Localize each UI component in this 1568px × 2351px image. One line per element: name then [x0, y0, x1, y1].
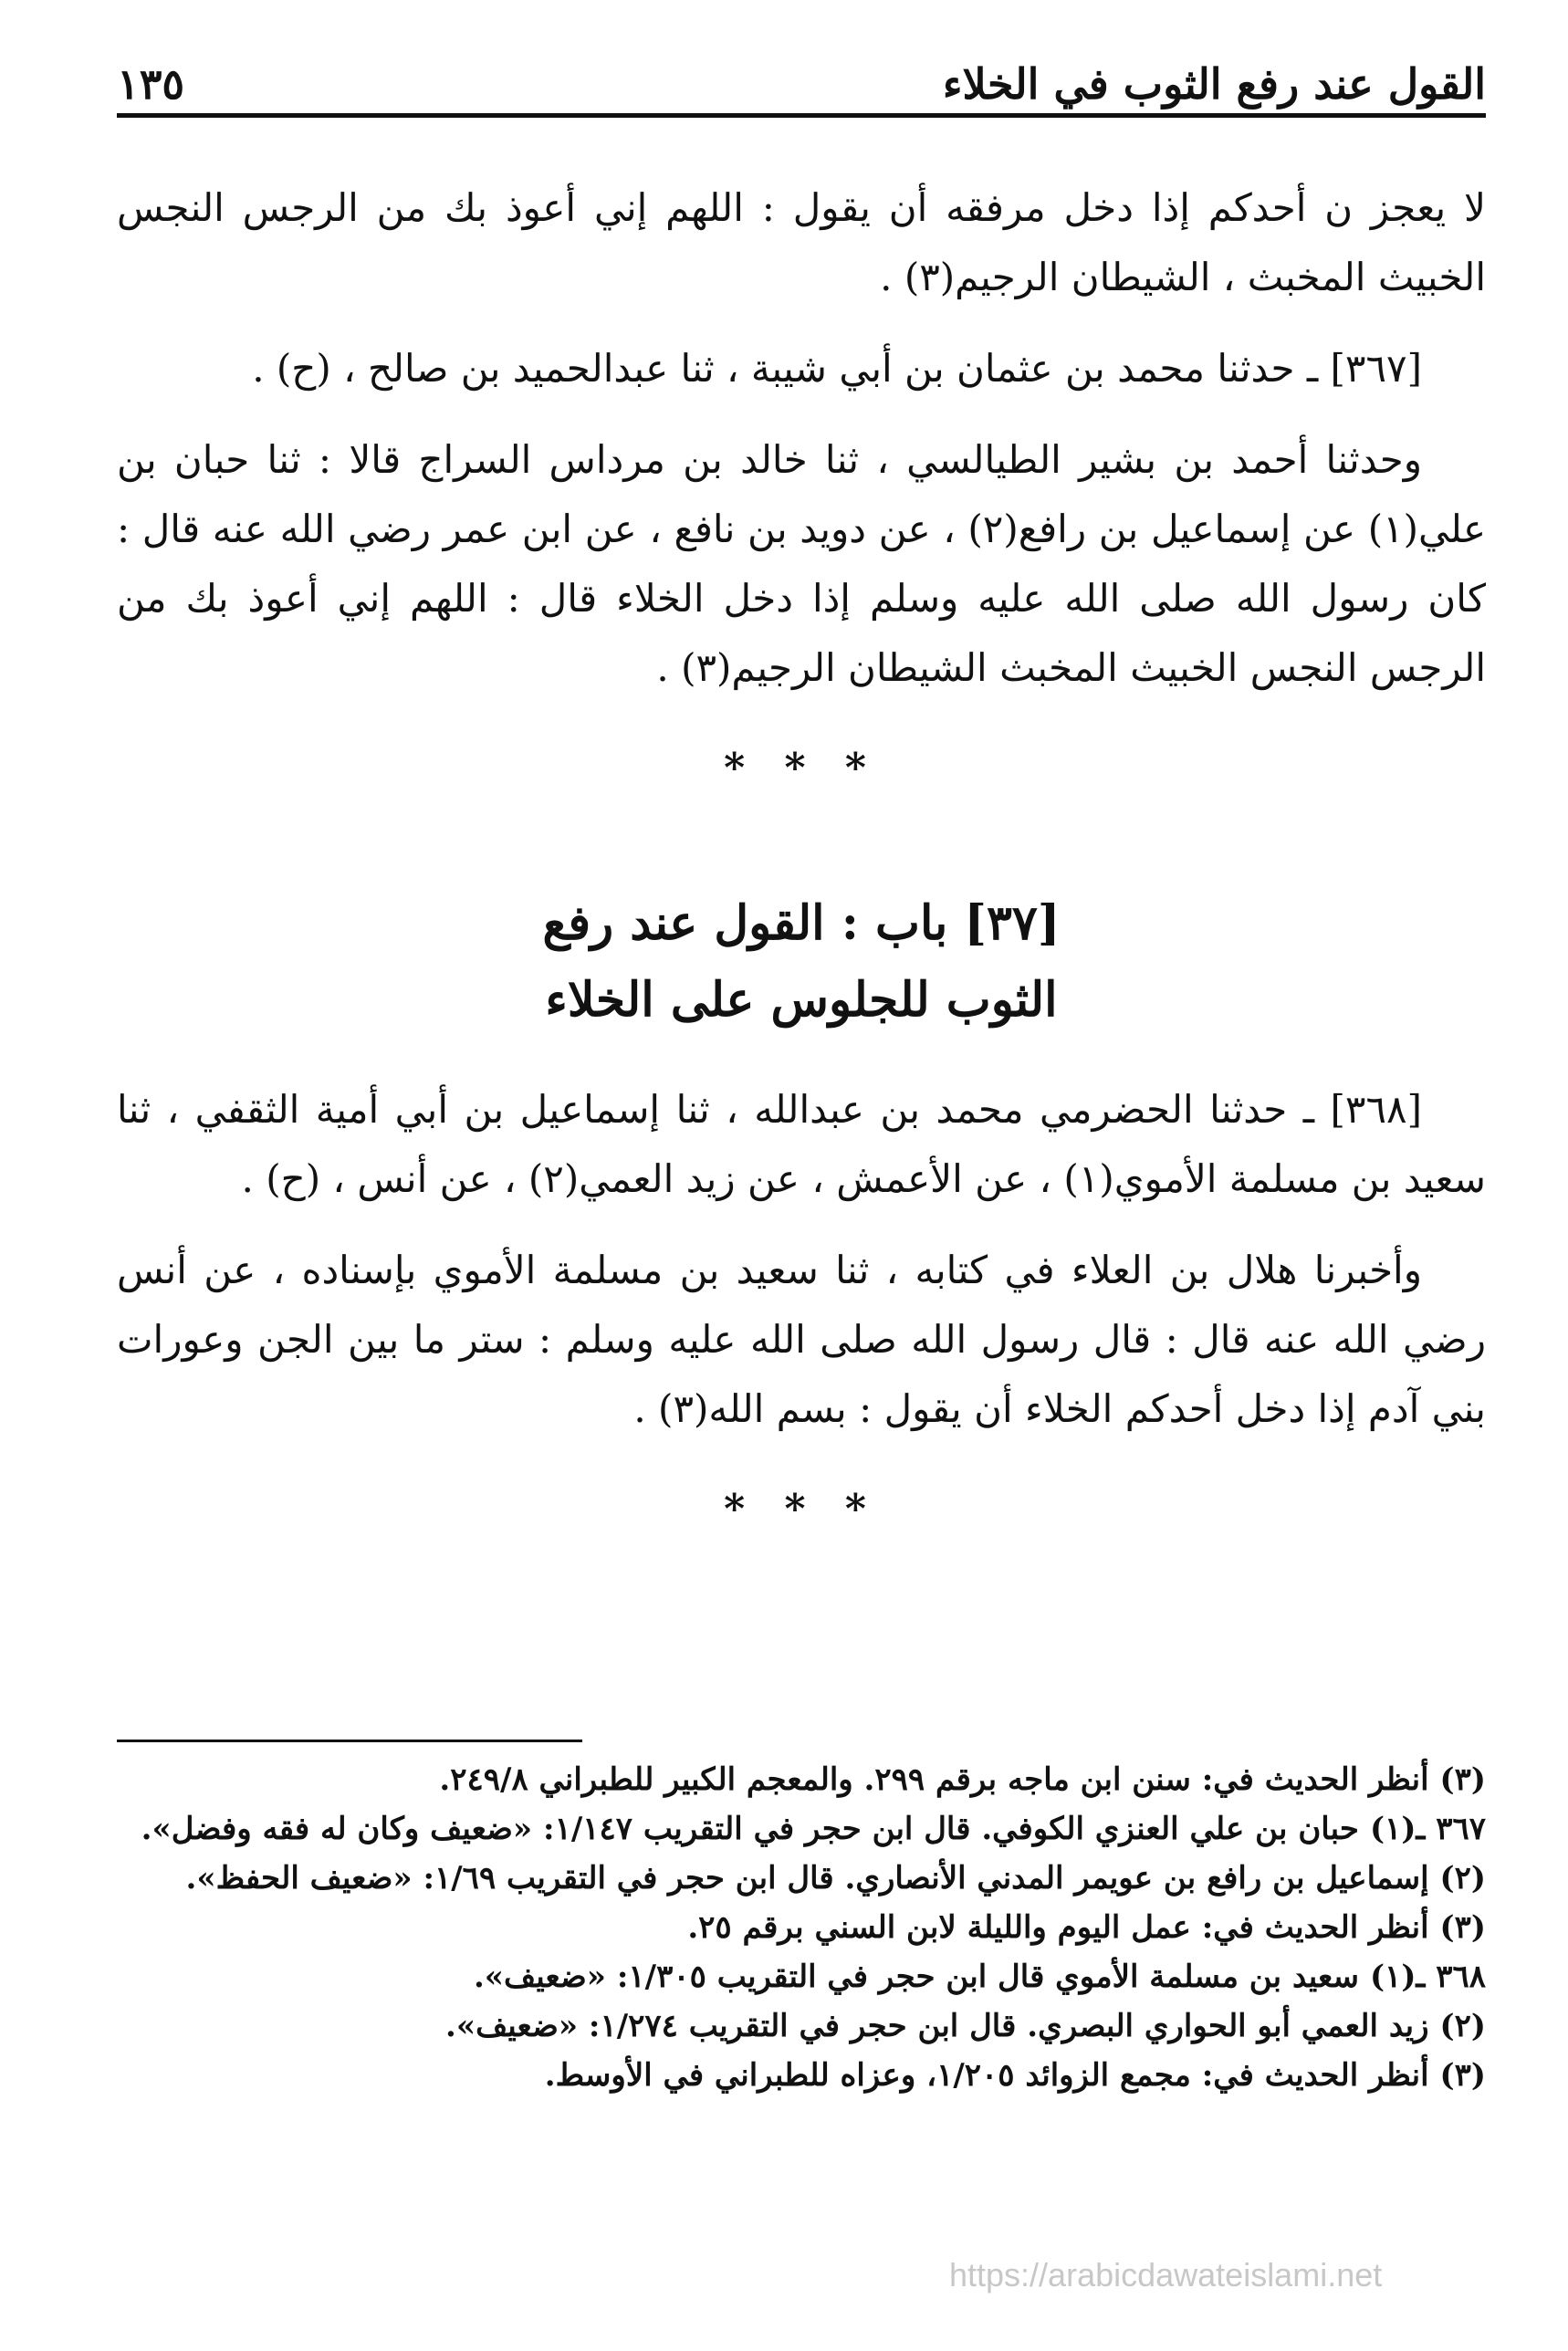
chapter-heading-line-1: [٣٧] باب : القول عند رفع	[542, 895, 1061, 951]
footnote-number: (٢)	[1439, 1860, 1486, 1896]
footnote-divider	[117, 1740, 582, 1742]
hadith-368-chain-1: [٣٦٨] ـ حدثنا الحضرمي محمد بن عبدالله ، ثنا إسماعيل بن أبي أمية الثقفي ، ثنا سعيد بن مسلمة الأموي(١) ، عن الأعمش ، عن زيد العمي(٢) ، عن أنس ، (ح) .	[117, 1087, 1486, 1201]
footnote	[117, 2003, 1486, 2049]
footnote	[117, 1757, 1486, 1802]
page-header	[117, 55, 1486, 118]
footnote-text: أنظر الحديث في: عمل اليوم والليلة لابن السني برقم ٢٥.	[687, 1909, 1429, 1946]
footnote-text: سعيد بن مسلمة الأموي قال ابن حجر في التقريب ١/٣٠٥: «ضعيف».	[473, 1959, 1359, 1995]
footnote-number: ٣٦٨ ـ(١)	[1369, 1959, 1486, 1995]
main-text	[117, 173, 1486, 1626]
page-number: ١٣٥	[117, 59, 185, 109]
footnote	[117, 1855, 1486, 1901]
watermark: https://arabicdawateislami.net	[949, 2256, 1383, 2294]
hadith-367-chain-2: وحدثنا أحمد بن بشير الطيالسي ، ثنا خالد بن مرداس السراج قالا : ثنا حبان بن علي(١) عن إسماعيل بن رافع(٢) ، عن دويد بن نافع ، عن ابن عمر رضي الله عنه قال : كان رسول الله صلى الله عليه وسلم إذا دخل الخلاء قال : اللهم إني أعوذ بك من الرجس النجس الخبيث المخبث الشيطان الرجيم(٣) .	[117, 437, 1487, 690]
footnote	[117, 1954, 1486, 2000]
paragraph-1: لا يعجز ن أحدكم إذا دخل مرفقه أن يقول : اللهم إني أعوذ بك من الرجس النجس الخبيث المخبث ، الشيطان الرجيم(٣) .	[117, 185, 1486, 299]
hadith-367-chain-1: [٣٦٧] ـ حدثنا محمد بن عثمان بن أبي شيبة ، ثنا عبدالحميد بن صالح ، (ح) .	[252, 346, 1422, 391]
footnotes	[117, 1757, 1486, 2102]
footnote-number: (٣)	[1439, 1909, 1486, 1946]
footnote-text: حبان بن علي العنزي الكوفي. قال ابن حجر في التقريب ١/١٤٧: «ضعيف وكان له فقه وفضل».	[141, 1811, 1359, 1847]
footnote-number: (٢)	[1439, 2008, 1486, 2044]
chapter-heading	[117, 885, 1486, 1039]
hadith-368-chain-2: وأخبرنا هلال بن العلاء في كتابه ، ثنا سعيد بن مسلمة الأموي بإسناده ، عن أنس رضي الله عنه قال : قال رسول الله صلى الله عليه وسلم : ستر ما بين الجن وعورات بني آدم إذا دخل أحدكم الخلاء أن يقول : بسم الله(٣) .	[117, 1248, 1486, 1431]
footnote-number: (٣)	[1439, 2057, 1486, 2094]
section-separator-2: * * *	[724, 1486, 879, 1532]
footnote	[117, 2053, 1486, 2098]
footnote	[117, 1806, 1486, 1852]
chapter-heading-line-2: الثوب للجلوس على الخلاء	[545, 972, 1058, 1028]
footnote-text: زيد العمي أبو الحواري البصري. قال ابن حجر في التقريب ١/٢٧٤: «ضعيف».	[445, 2008, 1429, 2044]
section-separator: * * *	[724, 745, 879, 791]
footnote	[117, 1905, 1486, 1950]
footnote-number: ٣٦٧ ـ(١)	[1369, 1811, 1486, 1847]
footnote-text: إسماعيل بن رافع بن عويمر المدني الأنصاري. قال ابن حجر في التقريب ١/٦٩: «ضعيف الحفظ».	[185, 1860, 1429, 1896]
running-title: القول عند رفع الثوب في الخلاء	[942, 59, 1486, 109]
footnote-text: أنظر الحديث في: مجمع الزوائد ١/٢٠٥، وعزاه للطبراني في الأوسط.	[544, 2057, 1429, 2094]
footnote-number: (٣)	[1439, 1761, 1486, 1798]
footnote-text: أنظر الحديث في: سنن ابن ماجه برقم ٢٩٩. والمعجم الكبير للطبراني ٢٤٩/٨.	[439, 1761, 1429, 1798]
